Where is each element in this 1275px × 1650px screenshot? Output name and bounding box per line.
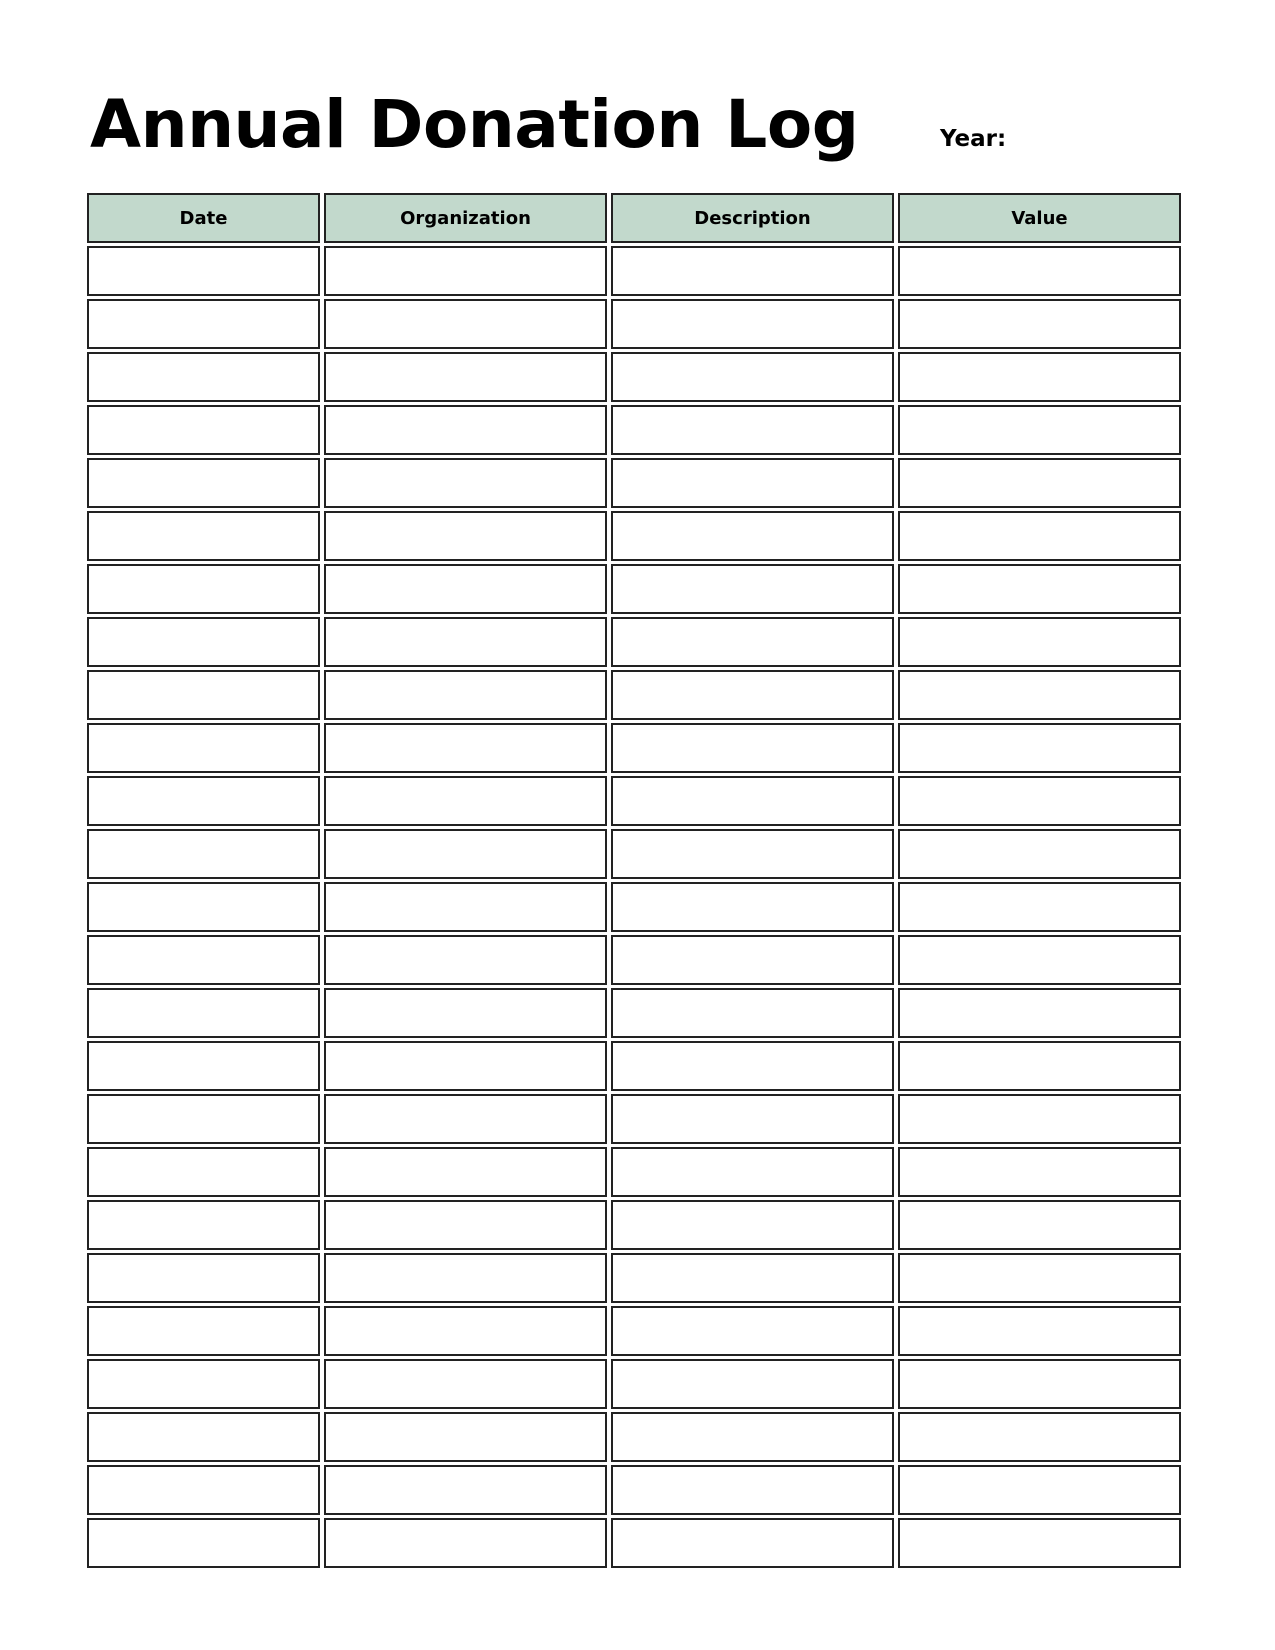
- cell-date[interactable]: [87, 1253, 320, 1303]
- column-header-date: Date: [87, 193, 320, 243]
- cell-date[interactable]: [87, 882, 320, 932]
- cell-organization[interactable]: [324, 723, 607, 773]
- cell-description[interactable]: [611, 617, 894, 667]
- cell-organization[interactable]: [324, 829, 607, 879]
- cell-value[interactable]: [898, 1359, 1181, 1409]
- cell-organization[interactable]: [324, 1094, 607, 1144]
- cell-organization[interactable]: [324, 1359, 607, 1409]
- table-row: [87, 352, 1181, 402]
- table-row: [87, 935, 1181, 985]
- cell-description[interactable]: [611, 1412, 894, 1462]
- table-row: [87, 1518, 1181, 1568]
- cell-value[interactable]: [898, 882, 1181, 932]
- cell-organization[interactable]: [324, 299, 607, 349]
- table-row: [87, 829, 1181, 879]
- cell-date[interactable]: [87, 1041, 320, 1091]
- cell-organization[interactable]: [324, 776, 607, 826]
- cell-description[interactable]: [611, 670, 894, 720]
- cell-date[interactable]: [87, 1465, 320, 1515]
- table-row: [87, 564, 1181, 614]
- cell-date[interactable]: [87, 1359, 320, 1409]
- cell-value[interactable]: [898, 935, 1181, 985]
- table-row: [87, 1412, 1181, 1462]
- cell-description[interactable]: [611, 829, 894, 879]
- cell-organization[interactable]: [324, 564, 607, 614]
- cell-date[interactable]: [87, 988, 320, 1038]
- cell-organization[interactable]: [324, 511, 607, 561]
- cell-description[interactable]: [611, 1518, 894, 1568]
- cell-value[interactable]: [898, 1094, 1181, 1144]
- cell-description[interactable]: [611, 776, 894, 826]
- cell-description[interactable]: [611, 458, 894, 508]
- column-header-organization: Organization: [324, 193, 607, 243]
- cell-organization[interactable]: [324, 1518, 607, 1568]
- table-row: [87, 1359, 1181, 1409]
- table-row: [87, 1465, 1181, 1515]
- cell-date[interactable]: [87, 246, 320, 296]
- cell-date[interactable]: [87, 352, 320, 402]
- table-row: [87, 1147, 1181, 1197]
- cell-description[interactable]: [611, 1306, 894, 1356]
- cell-date[interactable]: [87, 1200, 320, 1250]
- cell-description[interactable]: [611, 1253, 894, 1303]
- cell-organization[interactable]: [324, 246, 607, 296]
- table-row: [87, 1094, 1181, 1144]
- cell-date[interactable]: [87, 1306, 320, 1356]
- table-row: [87, 405, 1181, 455]
- cell-date[interactable]: [87, 723, 320, 773]
- cell-description[interactable]: [611, 299, 894, 349]
- cell-organization[interactable]: [324, 352, 607, 402]
- table-row: [87, 1306, 1181, 1356]
- cell-value[interactable]: [898, 299, 1181, 349]
- cell-description[interactable]: [611, 935, 894, 985]
- cell-value[interactable]: [898, 352, 1181, 402]
- table-row: [87, 670, 1181, 720]
- cell-date[interactable]: [87, 617, 320, 667]
- cell-value[interactable]: [898, 1200, 1181, 1250]
- cell-value[interactable]: [898, 458, 1181, 508]
- cell-description[interactable]: [611, 988, 894, 1038]
- cell-organization[interactable]: [324, 882, 607, 932]
- cell-description[interactable]: [611, 1041, 894, 1091]
- cell-value[interactable]: [898, 988, 1181, 1038]
- donation-log-table: [83, 190, 1185, 1571]
- cell-date[interactable]: [87, 670, 320, 720]
- table-row: [87, 988, 1181, 1038]
- cell-date[interactable]: [87, 1147, 320, 1197]
- cell-value[interactable]: [898, 1465, 1181, 1515]
- cell-value[interactable]: [898, 405, 1181, 455]
- cell-organization[interactable]: [324, 617, 607, 667]
- table-row: [87, 882, 1181, 932]
- cell-description[interactable]: [611, 882, 894, 932]
- table-row: [87, 1253, 1181, 1303]
- cell-organization[interactable]: [324, 1465, 607, 1515]
- cell-value[interactable]: [898, 1518, 1181, 1568]
- cell-organization[interactable]: [324, 1200, 607, 1250]
- cell-description[interactable]: [611, 564, 894, 614]
- cell-date[interactable]: [87, 1412, 320, 1462]
- year-label: Year:: [940, 126, 1007, 152]
- cell-description[interactable]: [611, 723, 894, 773]
- cell-value[interactable]: [898, 723, 1181, 773]
- cell-organization[interactable]: [324, 405, 607, 455]
- cell-value[interactable]: [898, 1147, 1181, 1197]
- table-row: [87, 246, 1181, 296]
- cell-value[interactable]: [898, 564, 1181, 614]
- cell-date[interactable]: [87, 935, 320, 985]
- table-row: [87, 511, 1181, 561]
- cell-organization[interactable]: [324, 1412, 607, 1462]
- table-row: [87, 1041, 1181, 1091]
- cell-organization[interactable]: [324, 935, 607, 985]
- cell-date[interactable]: [87, 405, 320, 455]
- cell-value[interactable]: [898, 1041, 1181, 1091]
- table-header-row: [87, 193, 1181, 243]
- cell-description[interactable]: [611, 1465, 894, 1515]
- cell-date[interactable]: [87, 299, 320, 349]
- cell-description[interactable]: [611, 511, 894, 561]
- cell-organization[interactable]: [324, 1306, 607, 1356]
- cell-organization[interactable]: [324, 670, 607, 720]
- cell-organization[interactable]: [324, 1147, 607, 1197]
- cell-date[interactable]: [87, 564, 320, 614]
- cell-organization[interactable]: [324, 1041, 607, 1091]
- cell-description[interactable]: [611, 1147, 894, 1197]
- cell-description[interactable]: [611, 1359, 894, 1409]
- cell-description[interactable]: [611, 1094, 894, 1144]
- cell-description[interactable]: [611, 246, 894, 296]
- cell-date[interactable]: [87, 1094, 320, 1144]
- column-header-description: Description: [611, 193, 894, 243]
- cell-value[interactable]: [898, 829, 1181, 879]
- cell-description[interactable]: [611, 405, 894, 455]
- table-row: [87, 617, 1181, 667]
- table-body: [87, 246, 1181, 1568]
- cell-date[interactable]: [87, 458, 320, 508]
- table-row: [87, 458, 1181, 508]
- cell-value[interactable]: [898, 246, 1181, 296]
- cell-description[interactable]: [611, 352, 894, 402]
- cell-value[interactable]: [898, 776, 1181, 826]
- cell-organization[interactable]: [324, 458, 607, 508]
- cell-value[interactable]: [898, 617, 1181, 667]
- cell-date[interactable]: [87, 511, 320, 561]
- cell-organization[interactable]: [324, 988, 607, 1038]
- cell-value[interactable]: [898, 670, 1181, 720]
- table-row: [87, 776, 1181, 826]
- table-row: [87, 1200, 1181, 1250]
- cell-value[interactable]: [898, 1253, 1181, 1303]
- cell-value[interactable]: [898, 511, 1181, 561]
- column-header-value: Value: [898, 193, 1181, 243]
- table-row: [87, 723, 1181, 773]
- cell-organization[interactable]: [324, 1253, 607, 1303]
- cell-date[interactable]: [87, 776, 320, 826]
- page-title: Annual Donation Log: [90, 86, 859, 163]
- cell-value[interactable]: [898, 1412, 1181, 1462]
- cell-value[interactable]: [898, 1306, 1181, 1356]
- cell-date[interactable]: [87, 1518, 320, 1568]
- table-row: [87, 299, 1181, 349]
- cell-description[interactable]: [611, 1200, 894, 1250]
- cell-date[interactable]: [87, 829, 320, 879]
